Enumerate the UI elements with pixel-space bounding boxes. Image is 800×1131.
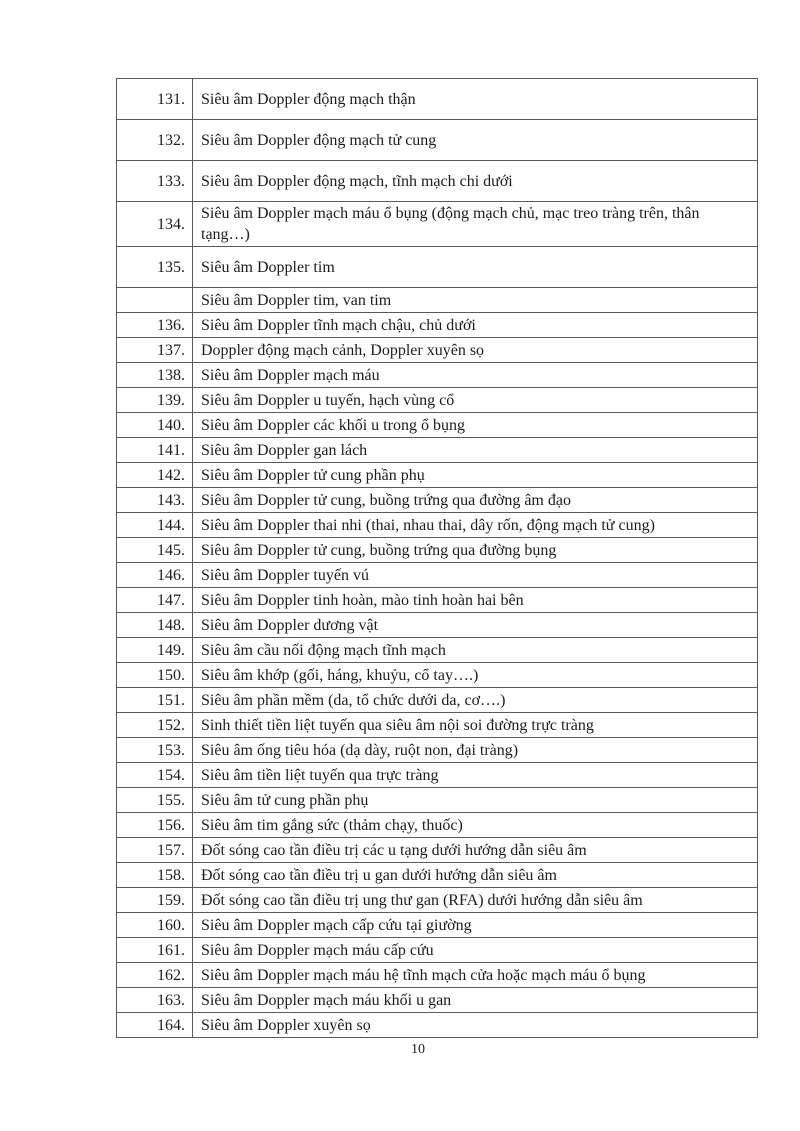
row-description: Sinh thiết tiền liệt tuyến qua siêu âm nội soi đường trực tràng xyxy=(193,713,758,738)
row-description: Siêu âm Doppler động mạch, tĩnh mạch chi dưới xyxy=(193,161,758,202)
row-number: 152. xyxy=(117,713,193,738)
row-number: 150. xyxy=(117,663,193,688)
row-number: 148. xyxy=(117,613,193,638)
table-row xyxy=(117,388,758,413)
table-row xyxy=(117,613,758,638)
row-number: 149. xyxy=(117,638,193,663)
row-number: 156. xyxy=(117,813,193,838)
row-description: Siêu âm tim gắng sức (thảm chạy, thuốc) xyxy=(193,813,758,838)
row-number: 153. xyxy=(117,738,193,763)
table-row xyxy=(117,863,758,888)
row-number: 164. xyxy=(117,1013,193,1038)
table-row xyxy=(117,763,758,788)
row-description: Siêu âm Doppler các khối u trong ổ bụng xyxy=(193,413,758,438)
row-number: 151. xyxy=(117,688,193,713)
table-row xyxy=(117,963,758,988)
row-number: 144. xyxy=(117,513,193,538)
row-description: Siêu âm ống tiêu hóa (dạ dày, ruột non, đại tràng) xyxy=(193,738,758,763)
row-number: 163. xyxy=(117,988,193,1013)
row-description: Siêu âm Doppler tử cung, buồng trứng qua đường âm đạo xyxy=(193,488,758,513)
row-number: 131. xyxy=(117,79,193,120)
table-row xyxy=(117,563,758,588)
table-row xyxy=(117,588,758,613)
row-number: 136. xyxy=(117,313,193,338)
table-row xyxy=(117,79,758,120)
row-description: Siêu âm Doppler thai nhi (thai, nhau thai, dây rốn, động mạch tử cung) xyxy=(193,513,758,538)
row-description: Siêu âm Doppler tử cung, buồng trứng qua đường bụng xyxy=(193,538,758,563)
row-number: 132. xyxy=(117,120,193,161)
row-description: Siêu âm Doppler tim, van tim xyxy=(193,288,758,313)
row-number: 154. xyxy=(117,763,193,788)
row-number: 157. xyxy=(117,838,193,863)
row-number: 162. xyxy=(117,963,193,988)
row-number: 161. xyxy=(117,938,193,963)
table-row xyxy=(117,313,758,338)
row-number: 155. xyxy=(117,788,193,813)
row-description: Siêu âm Doppler mạch cấp cứu tại giường xyxy=(193,913,758,938)
table-row xyxy=(117,913,758,938)
table-row xyxy=(117,513,758,538)
page-number: 10 xyxy=(411,1042,425,1057)
row-description: Siêu âm Doppler tử cung phần phụ xyxy=(193,463,758,488)
table-row xyxy=(117,838,758,863)
table-row xyxy=(117,713,758,738)
table-row xyxy=(117,413,758,438)
table-row xyxy=(117,363,758,388)
row-description: Siêu âm Doppler mạch máu xyxy=(193,363,758,388)
row-description: Siêu âm Doppler mạch máu khối u gan xyxy=(193,988,758,1013)
table-row xyxy=(117,738,758,763)
row-description: Siêu âm Doppler dương vật xyxy=(193,613,758,638)
table-row xyxy=(117,488,758,513)
row-number: 141. xyxy=(117,438,193,463)
procedures-table-body xyxy=(117,79,758,1038)
row-number: 146. xyxy=(117,563,193,588)
row-description: Siêu âm Doppler động mạch tử cung xyxy=(193,120,758,161)
row-description: Siêu âm tiền liệt tuyến qua trực tràng xyxy=(193,763,758,788)
row-description: Đốt sóng cao tần điều trị các u tạng dưới hướng dẫn siêu âm xyxy=(193,838,758,863)
row-description: Siêu âm Doppler động mạch thận xyxy=(193,79,758,120)
row-number: 133. xyxy=(117,161,193,202)
row-number: 143. xyxy=(117,488,193,513)
row-description: Doppler động mạch cảnh, Doppler xuyên sọ xyxy=(193,338,758,363)
table-row xyxy=(117,663,758,688)
row-description: Siêu âm Doppler mạch máu ổ bụng (động mạch chủ, mạc treo tràng trên, thân tạng…) xyxy=(193,202,758,247)
table-row xyxy=(117,538,758,563)
table-row xyxy=(117,1013,758,1038)
table-row xyxy=(117,988,758,1013)
table-row xyxy=(117,338,758,363)
row-number: 147. xyxy=(117,588,193,613)
table-row xyxy=(117,247,758,288)
row-description: Đốt sóng cao tần điều trị ung thư gan (RFA) dưới hướng dẫn siêu âm xyxy=(193,888,758,913)
procedures-table xyxy=(116,78,758,1038)
row-description: Siêu âm khớp (gối, háng, khuỷu, cổ tay….) xyxy=(193,663,758,688)
row-number xyxy=(117,288,193,313)
row-number: 142. xyxy=(117,463,193,488)
table-row xyxy=(117,688,758,713)
row-number: 138. xyxy=(117,363,193,388)
row-number: 145. xyxy=(117,538,193,563)
row-number: 160. xyxy=(117,913,193,938)
row-number: 159. xyxy=(117,888,193,913)
row-description: Siêu âm Doppler tĩnh mạch chậu, chủ dưới xyxy=(193,313,758,338)
row-description: Siêu âm Doppler mạch máu cấp cứu xyxy=(193,938,758,963)
table-row xyxy=(117,438,758,463)
row-number: 158. xyxy=(117,863,193,888)
row-description: Siêu âm Doppler tuyến vú xyxy=(193,563,758,588)
row-description: Siêu âm phần mềm (da, tổ chức dưới da, cơ….) xyxy=(193,688,758,713)
row-number: 140. xyxy=(117,413,193,438)
row-number: 134. xyxy=(117,202,193,247)
table-row xyxy=(117,788,758,813)
row-description: Siêu âm Doppler u tuyến, hạch vùng cổ xyxy=(193,388,758,413)
row-description: Siêu âm tử cung phần phụ xyxy=(193,788,758,813)
row-description: Siêu âm Doppler mạch máu hệ tĩnh mạch cửa hoặc mạch máu ổ bụng xyxy=(193,963,758,988)
table-row xyxy=(117,288,758,313)
row-description: Siêu âm cầu nối động mạch tĩnh mạch xyxy=(193,638,758,663)
table-row xyxy=(117,813,758,838)
table-row xyxy=(117,161,758,202)
row-description: Siêu âm Doppler tinh hoàn, mào tinh hoàn hai bên xyxy=(193,588,758,613)
table-row xyxy=(117,938,758,963)
row-description: Siêu âm Doppler xuyên sọ xyxy=(193,1013,758,1038)
row-description: Siêu âm Doppler gan lách xyxy=(193,438,758,463)
table-row xyxy=(117,888,758,913)
row-description: Siêu âm Doppler tim xyxy=(193,247,758,288)
table-row xyxy=(117,120,758,161)
table-row xyxy=(117,463,758,488)
table-row xyxy=(117,202,758,247)
row-description: Đốt sóng cao tần điều trị u gan dưới hướng dẫn siêu âm xyxy=(193,863,758,888)
table-row xyxy=(117,638,758,663)
row-number: 137. xyxy=(117,338,193,363)
row-number: 135. xyxy=(117,247,193,288)
row-number: 139. xyxy=(117,388,193,413)
